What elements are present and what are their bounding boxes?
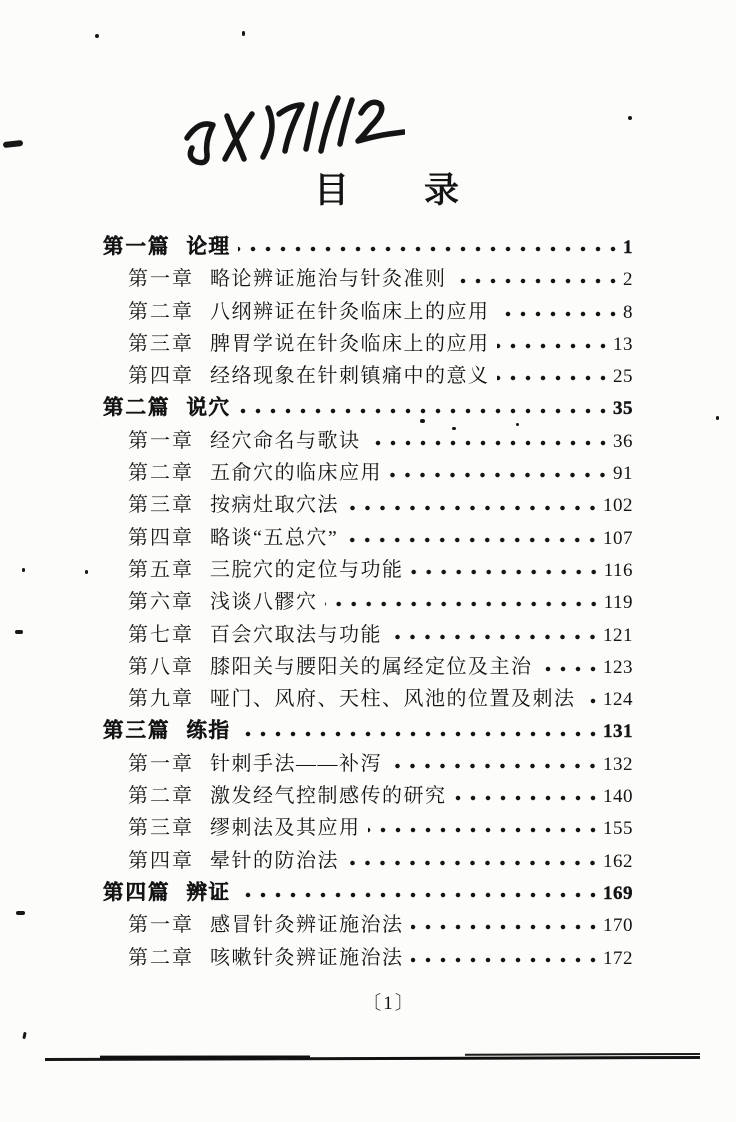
- toc-entry-label: 第二章: [128, 462, 194, 485]
- toc-entry: [103, 683, 633, 715]
- scan-speck: [628, 116, 632, 120]
- dot-leader: [368, 827, 601, 833]
- toc-entry-title: 说穴: [186, 397, 231, 420]
- toc-entry-title: 激发经气控制感传的研究: [210, 785, 447, 808]
- dot-leader: [238, 408, 611, 414]
- scan-speck: [516, 423, 519, 426]
- toc-entry-page: 13: [613, 333, 633, 355]
- toc-entry: [103, 586, 633, 618]
- toc-entry-title: 针刺手法——补泻: [210, 752, 382, 775]
- scan-speck: [95, 34, 99, 38]
- toc-entry-label: 第四篇: [103, 881, 171, 904]
- toc-entry-page: 140: [603, 786, 633, 808]
- dot-leader: [345, 537, 600, 543]
- dot-leader: [497, 311, 621, 317]
- toc-entry-title: 晕针的防治法: [210, 849, 339, 872]
- dot-leader: [346, 505, 600, 511]
- toc-entry-title: 感冒针灸辨证施治法: [210, 914, 404, 937]
- toc-entry: [103, 457, 633, 489]
- toc-entry-title: 经穴命名与歌诀: [210, 429, 361, 452]
- footer-page-number: 〔1〕: [362, 993, 416, 1014]
- dot-leader: [497, 343, 611, 349]
- dot-leader: [454, 278, 621, 284]
- toc-entry-title: 经络现象在针刺镇痛中的意义: [210, 365, 490, 388]
- scan-speck: [22, 568, 25, 572]
- dot-leader: [325, 601, 601, 607]
- toc-entry: [103, 780, 633, 812]
- scan-speck: [85, 570, 88, 574]
- toc-entry-title: 论理: [186, 236, 231, 258]
- scan-speck: [420, 419, 425, 423]
- toc-entry-title: 三脘穴的定位与功能: [210, 558, 404, 581]
- toc-entry: [103, 877, 633, 909]
- toc-entry-label: 第四章: [128, 849, 194, 872]
- dot-leader: [497, 375, 611, 381]
- scan-speck: [452, 427, 456, 430]
- toc-entry-page: 162: [603, 850, 633, 872]
- toc-entry-label: 第二章: [128, 946, 194, 969]
- toc-entry-page: 172: [603, 947, 633, 969]
- page-title-char-1: 目: [313, 171, 350, 210]
- dot-leader: [389, 763, 600, 769]
- toc-entry-page: 25: [613, 366, 633, 388]
- toc-entry: [103, 522, 633, 554]
- toc-entry-page: 102: [603, 495, 633, 517]
- dot-leader: [238, 731, 601, 737]
- scan-speck: [3, 140, 24, 148]
- toc-entry-label: 第八章: [128, 655, 194, 678]
- toc-entry-title: 辨证: [186, 881, 231, 904]
- scan-artifact-line: [45, 1056, 700, 1061]
- toc-entry: [103, 425, 633, 457]
- handwritten-call-number: [175, 92, 405, 172]
- toc-entry-label: 第一章: [128, 268, 194, 291]
- toc-entry-label: 第二篇: [103, 397, 171, 420]
- toc-entry-label: 第二章: [128, 785, 194, 808]
- toc-entry-title: 略谈“五总穴”: [210, 526, 339, 549]
- scan-speck: [242, 31, 245, 36]
- toc-entry: [103, 328, 633, 360]
- toc-entry-title: 八纲辨证在针灸临床上的应用: [210, 300, 490, 323]
- page-title-char-2: 录: [424, 171, 461, 210]
- toc-entry: [103, 231, 633, 263]
- toc-entry-page: 169: [603, 882, 633, 904]
- toc-entry-title: 缪刺法及其应用: [210, 817, 361, 840]
- toc-entry-title: 浅谈八髎穴: [210, 591, 318, 614]
- toc-entry: [103, 360, 633, 392]
- toc-entry-title: 哑门、风府、天柱、风池的位置及刺法: [210, 688, 576, 711]
- toc-entry: [103, 296, 633, 328]
- dot-leader: [368, 440, 611, 446]
- toc-entry-title: 五俞穴的临床应用: [210, 462, 382, 485]
- dot-leader: [238, 246, 621, 252]
- toc-entry-label: 第四章: [128, 365, 194, 388]
- toc-entry-label: 第四章: [128, 526, 194, 549]
- dot-leader: [238, 892, 601, 898]
- toc-entry-label: 第五章: [128, 558, 194, 581]
- toc-entry-page: 124: [603, 689, 633, 711]
- toc-entry-title: 按病灶取穴法: [210, 494, 339, 517]
- toc-entry-page: 121: [603, 624, 633, 646]
- toc-entry: [103, 489, 633, 521]
- toc-entry-page: 155: [603, 818, 633, 840]
- toc-entry-page: 107: [603, 527, 633, 549]
- dot-leader: [540, 666, 601, 672]
- toc-entry-label: 第三章: [128, 494, 194, 517]
- toc-entry-page: 123: [603, 656, 633, 678]
- toc-entry: [103, 909, 633, 941]
- toc-entry-label: 第一章: [128, 752, 194, 775]
- table-of-contents: [103, 231, 633, 974]
- toc-entry: [103, 619, 633, 651]
- toc-entry-title: 略论辨证施治与针灸准则: [210, 268, 447, 291]
- toc-entry-label: 第六章: [128, 591, 194, 614]
- toc-entry: [103, 651, 633, 683]
- dot-leader: [454, 795, 601, 801]
- toc-entry-title: 膝阳关与腰阳关的属经定位及主治: [210, 655, 533, 678]
- scan-speck: [15, 630, 23, 634]
- toc-entry-page: 91: [613, 463, 633, 485]
- toc-entry-label: 第三篇: [103, 720, 171, 743]
- handwriting-strokes: [175, 92, 405, 172]
- toc-entry-page: 119: [603, 592, 633, 614]
- toc-entry-title: 练指: [186, 720, 231, 743]
- toc-entry-page: 131: [603, 721, 633, 743]
- toc-entry: [103, 812, 633, 844]
- toc-entry-label: 第二章: [128, 300, 194, 323]
- dot-leader: [411, 569, 601, 575]
- toc-entry-page: 36: [613, 430, 633, 452]
- toc-entry-label: 第一章: [128, 914, 194, 937]
- scan-speck: [22, 1032, 26, 1039]
- toc-entry: [103, 263, 633, 295]
- toc-entry-page: 1: [623, 237, 633, 258]
- toc-entry: [103, 845, 633, 877]
- toc-entry-page: 8: [623, 301, 633, 323]
- toc-entry-page: 116: [603, 559, 633, 581]
- dot-leader: [411, 924, 601, 930]
- dot-leader: [583, 698, 601, 704]
- toc-entry-title: 百会穴取法与功能: [210, 623, 382, 646]
- toc-entry-label: 第一篇: [103, 236, 171, 258]
- toc-entry: [103, 392, 633, 424]
- toc-entry: [103, 942, 633, 974]
- toc-entry-label: 第九章: [128, 688, 194, 711]
- scan-speck: [716, 416, 719, 420]
- dot-leader: [389, 634, 600, 640]
- dot-leader: [411, 957, 601, 963]
- toc-entry: [103, 554, 633, 586]
- toc-entry-label: 第三章: [128, 332, 194, 355]
- dot-leader: [389, 472, 610, 478]
- toc-entry-page: 132: [603, 753, 633, 775]
- dot-leader: [346, 860, 600, 866]
- toc-entry-label: 第一章: [128, 429, 194, 452]
- page-title: [19, 170, 736, 212]
- toc-entry-page: 35: [613, 398, 633, 420]
- toc-entry-page: 2: [623, 269, 633, 291]
- toc-entry: [103, 748, 633, 780]
- toc-entry-title: 咳嗽针灸辨证施治法: [210, 946, 404, 969]
- toc-entry-label: 第三章: [128, 817, 194, 840]
- toc-entry-page: 170: [603, 915, 633, 937]
- toc-entry-label: 第七章: [128, 623, 194, 646]
- scan-speck: [16, 911, 25, 915]
- toc-entry: [103, 715, 633, 747]
- toc-entry-title: 脾胃学说在针灸临床上的应用: [210, 332, 490, 355]
